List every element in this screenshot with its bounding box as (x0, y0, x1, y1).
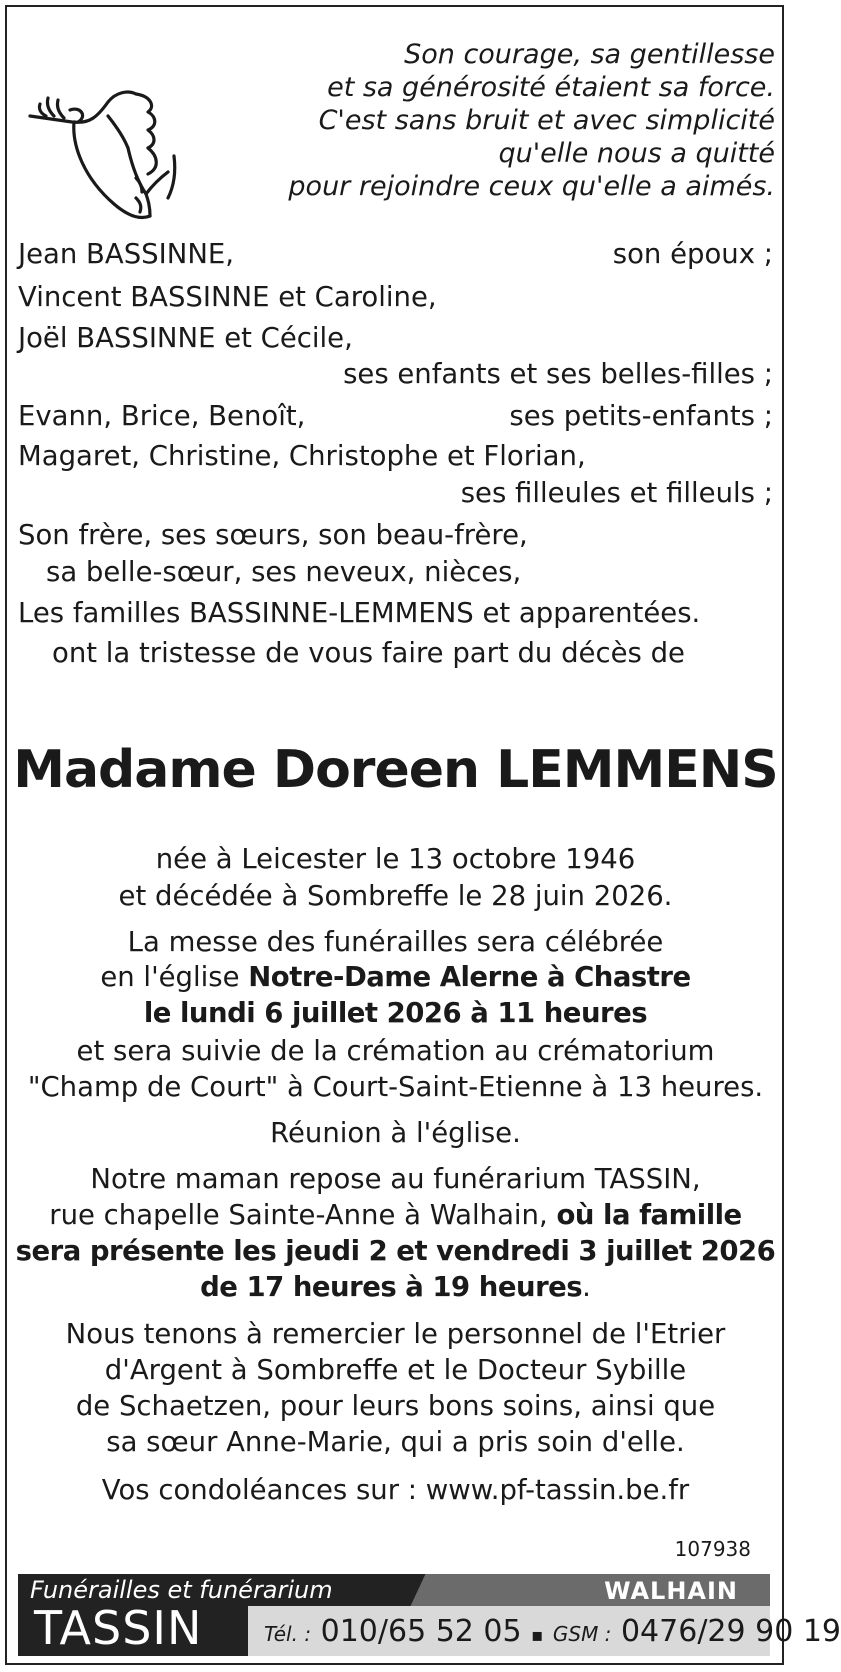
rest-line: Notre maman repose au funérarium TASSIN, (90, 1163, 701, 1195)
rest-address-line (0, 1199, 791, 1231)
mass-date: le lundi 6 juillet 2026 à 11 heures (143, 997, 648, 1029)
godchildren-relation: ses filleules et filleuls ; (460, 477, 773, 509)
siblings-line: sa belle-sœur, ses neveux, nièces, (46, 556, 522, 588)
siblings-line: Son frère, ses sœurs, son beau-frère, (18, 519, 528, 551)
deceased-name: Madame Doreen LEMMENS (13, 740, 778, 800)
announce-line: ont la tristesse de vous faire part du décès de (52, 637, 685, 669)
gsm-number: 0476/29 90 19 (620, 1614, 841, 1649)
grandchildren-names: Evann, Brice, Benoît, (18, 400, 306, 432)
footer-town: WALHAIN (604, 1577, 738, 1605)
birth-line: née à Leicester le 13 octobre 1946 (155, 843, 636, 875)
mass-church-prefix: en l'église (100, 961, 249, 993)
mass-date-line (0, 997, 791, 1029)
condolences-line: Vos condoléances sur : www.pf-tassin.be.fr (101, 1474, 690, 1506)
rest-address: rue chapelle Sainte-Anne à Walhain, (49, 1199, 557, 1231)
gsm-label: GSM : (552, 1622, 612, 1646)
meeting-line: Réunion à l'église. (270, 1117, 521, 1149)
thanks-line: d'Argent à Sombreffe et le Docteur Sybille (104, 1354, 687, 1386)
footer-phones (264, 1614, 841, 1654)
rest-hours-line (0, 1271, 791, 1303)
tel-label: Tél. : (264, 1622, 312, 1646)
footer-brand: TASSIN (34, 1601, 203, 1655)
grandchildren-relation: ses petits-enfants ; (509, 400, 773, 432)
dove-icon (24, 86, 204, 228)
quote-line: Son courage, sa gentillesse (404, 39, 775, 70)
funeral-home-footer (18, 1574, 841, 1656)
thanks-line: sa sœur Anne-Marie, qui a pris soin d'elle. (106, 1426, 685, 1458)
children-relation: ses enfants et ses belles-filles ; (343, 358, 773, 390)
rest-hours-period: . (582, 1271, 591, 1303)
cremation-line: et sera suivie de la crémation au crématorium (76, 1035, 715, 1067)
phone-separator: ▪ (531, 1625, 544, 1646)
rest-family-bold: où la famille (556, 1199, 742, 1231)
child-line: Joël BASSINNE et Cécile, (18, 322, 353, 354)
quote-block (288, 38, 775, 203)
quote-line: pour rejoindre ceux qu'elle a aimés. (288, 171, 775, 202)
reference-number: 107938 (674, 1537, 751, 1561)
quote-line: C'est sans bruit et avec simplicité (318, 105, 775, 136)
tel-number: 010/65 52 05 (320, 1614, 522, 1649)
rest-hours: de 17 heures à 19 heures (200, 1271, 583, 1303)
thanks-line: de Schaetzen, pour leurs bons soins, ainsi que (75, 1390, 716, 1422)
mass-church-name: Notre-Dame Alerne à Chastre (248, 961, 691, 993)
godchildren-names: Magaret, Christine, Christophe et Florian, (18, 440, 586, 472)
families-line: Les familles BASSINNE-LEMMENS et apparentées. (18, 597, 701, 629)
thanks-line: Nous tenons à remercier le personnel de l'Etrier (65, 1318, 726, 1350)
husband-name: Jean BASSINNE, (18, 238, 235, 270)
husband-relation: son époux ; (612, 238, 773, 270)
child-line: Vincent BASSINNE et Caroline, (18, 281, 437, 313)
cremation-place-line: "Champ de Court" à Court-Saint-Etienne à 13 heures. (27, 1071, 764, 1103)
death-line: et décédée à Sombreffe le 28 juin 2026. (118, 880, 673, 912)
rest-days-line (0, 1235, 791, 1267)
quote-line: qu'elle nous a quitté (498, 138, 775, 169)
footer-subtitle: Funérailles et funérarium (30, 1576, 333, 1604)
quote-line: et sa générosité étaient sa force. (327, 72, 775, 103)
mass-line: La messe des funérailles sera célébrée (127, 926, 664, 958)
mass-church-line (0, 961, 791, 993)
rest-days: sera présente les jeudi 2 et vendredi 3 juillet 2026 (15, 1235, 776, 1267)
